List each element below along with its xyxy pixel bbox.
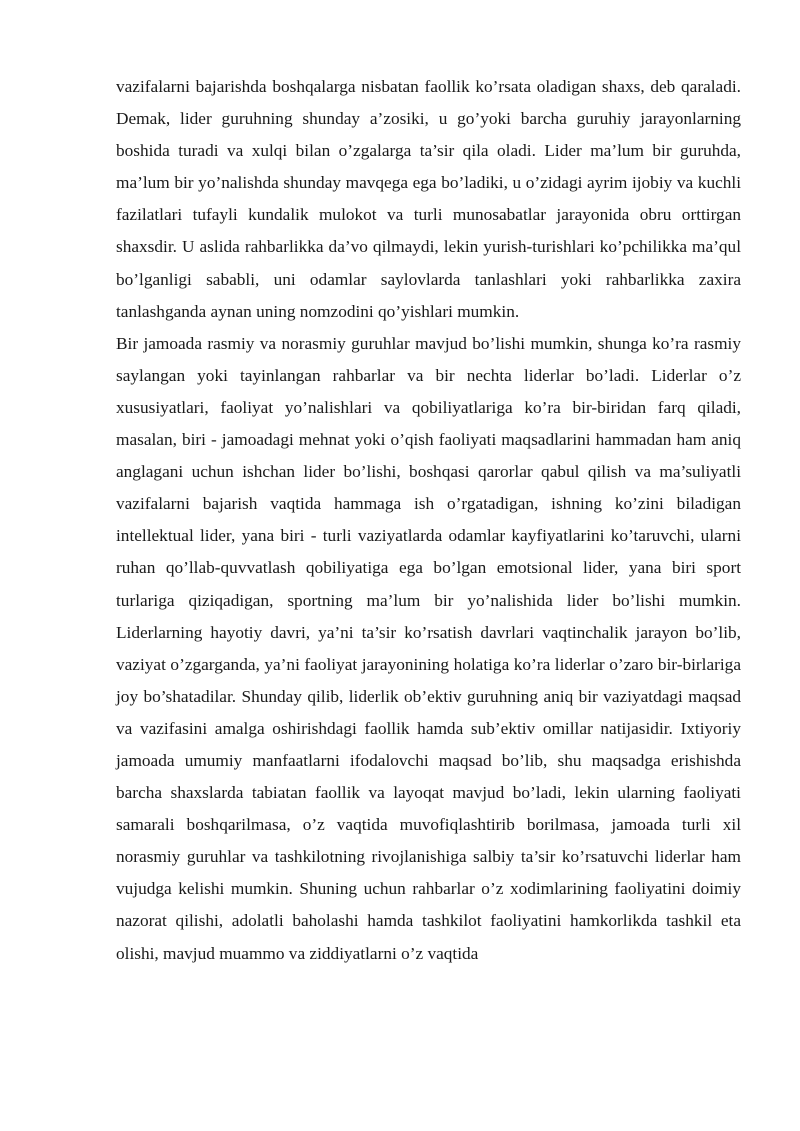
- paragraph-2: Bir jamoada rasmiy va norasmiy guruhlar mavjud bo’lishi mumkin, shunga ko’ra rasmiy saylangan yoki tayinlangan rahbarlar va bir nechta liderlar bo’ladi. Liderlar o’z xususiyatlari, faoliyat yo’nalishlari va qobiliyatlariga ko’ra bir-biridan farq qiladi, masalan, biri - jamoadagi mehnat yoki o’qish faoliyati maqsadlarini hammadan ham aniq anglagani uchun ishchan lider bo’lishi, boshqasi qarorlar qabul qilish va ma’suliyatli vazifalarni bajarish vaqtida hammaga ish o’rgatadigan, ishning ko’zini biladigan intellektual lider, yana biri - turli vaziyatlarda odamlar kayfiyatlarini ko’taruvchi, ularni ruhan qo’llab-quvvatlash qobiliyatiga ega bo’lgan emotsional lider, yana biri sport turlariga qiziqadigan, sportning ma’lum bir yo’nalishida lider bo’lishi mumkin. Liderlarning hayotiy davri, ya’ni ta’sir ko’rsatish davrlari vaqtinchalik jarayon bo’lib, vaziyat o’zgarganda, ya’ni faoliyat jarayonining holatiga ko’ra liderlar o’zaro bir-birlariga joy bo’shatadilar. Shunday qilib, liderlik ob’ektiv guruhning aniq bir vaziyatdagi maqsad va vazifasini amalga oshirishdagi faollik hamda sub’ektiv omillar natijasidir. Ixtiyoriy jamoada umumiy manfaatlarni ifodalovchi maqsad bo’lib, shu maqsadga erishishda barcha shaxslarda tabiatan faollik va layoqat mavjud bo’ladi, lekin ularning faoliyati samarali boshqarilmasa, o’z vaqtida muvofiqlashtirib borilmasa, jamoada turli xil norasmiy guruhlar va tashkilotning rivojlanishiga salbiy ta’sir ko’rsatuvchi liderlar ham vujudga kelishi mumkin. Shuning uchun rahbarlar o’z xodimlarining faoliyatini doimiy nazorat qilishi, adolatli baholashi hamda tashkilot faoliyatini hamkorlikda tashkil eta olishi, mavjud muammo va ziddiyatlarni o’z vaqtida: [116, 333, 741, 963]
- document-body: [116, 71, 741, 970]
- paragraph-1: vazifalarni bajarishda boshqalarga nisbatan faollik ko’rsata oladigan shaxs, deb qaraladi. Demak, lider guruhning shunday a’zosiki, u go’yoki barcha guruhiy jarayonlarning boshida turadi va xulqi bilan o’zgalarga ta’sir qila oladi. Lider ma’lum bir guruhda, ma’lum bir yo’nalishda shunday mavqega ega bo’ladiki, u o’zidagi ayrim ijobiy va kuchli fazilatlari tufayli kundalik mulokot va turli munosabatlar jarayonida obru orttirgan shaxsdir. U aslida rahbarlikka da’vo qilmaydi, lekin yurish-turishlari ko’pchilikka ma’qul bo’lganligi sababli, uni odamlar saylovlarda tanlashlari yoki rahbarlikka zaxira tanlashganda aynan uning nomzodini qo’yishlari mumkin.: [116, 77, 741, 321]
